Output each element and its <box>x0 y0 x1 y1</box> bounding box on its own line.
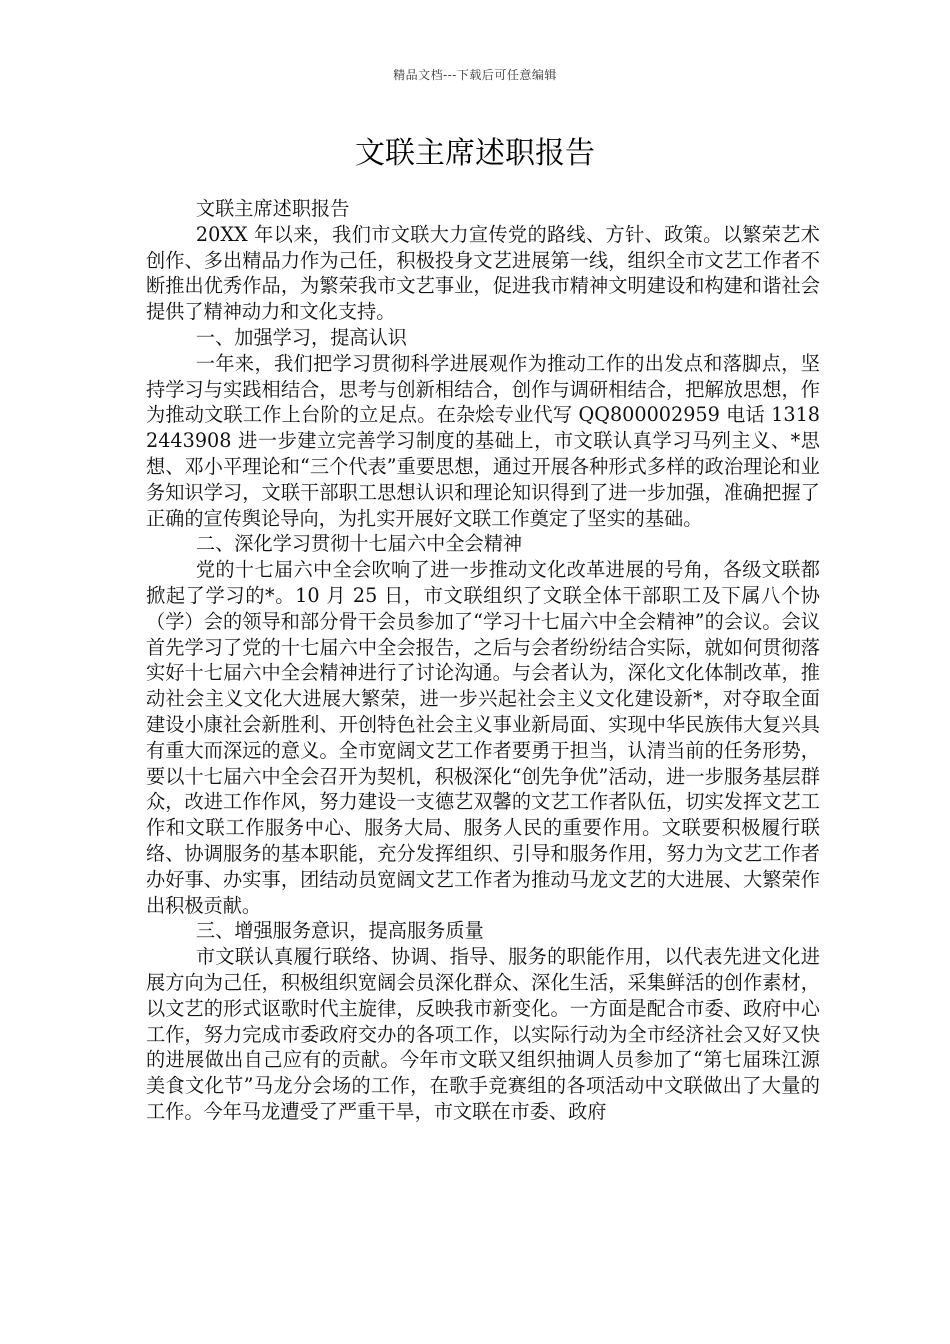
section-heading-1: 一、加强学习，提高认识 <box>195 325 407 349</box>
section-heading-3: 三、增强服务意识，提高服务质量 <box>195 919 484 943</box>
document-body <box>146 196 820 1125</box>
section-3-paragraph: 市文联认真履行联络、协调、指导、服务的职能作用，以代表先进文化进展方向为己任，积极组织宽阔会员深化群众、深化生活，采集鲜活的创作素材，以文艺的形式讴歌时代主旋律，反映我市新变化。一方面是配合市委、政府中心工作，努力完成市委政府交办的各项工作，以实际行动为全市经济社会又好又快的进展做出自己应有的贡献。今年市文联又组织抽调人员参加了“第七届珠江源美食文化节”马龙分会场的工作，在歌手竞赛组的各项活动中文联做出了大量的工作。今年马龙遭受了严重干旱，市文联在市委、政府 <box>146 945 820 1123</box>
subtitle-line: 文联主席述职报告 <box>195 197 350 220</box>
section-1-paragraph: 一年来，我们把学习贯彻科学进展观作为推动工作的出发点和落脚点，坚持学习与实践相结合，思考与创新相结合，创作与调研相结合，把解放思想，作为推动文联工作上台阶的立足点。在杂烩专业代写 QQ800002959 电话 13182443908 进一步建立完善学习制度的基础上，市文联认真学习马列主义、*思想、邓小平理论和“三个代表”重要思想，通过开展各种形式多样的政治理论和业务知识学习，文联干部职工思想认识和理论知识得到了进一步加强，准确把握了正确的宣传舆论导向，为扎实开展好文联工作奠定了坚实的基础。 <box>146 351 820 530</box>
section-heading-2: 二、深化学习贯彻十七届六中全会精神 <box>195 532 523 556</box>
section-2-paragraph: 党的十七届六中全会吹响了进一步推动文化改革进展的号角，各级文联都掀起了学习的*。10 月 25 日，市文联组织了文联全体干部职工及下属八个协（学）会的领导和部分骨干会员参加了“学习十七届六中全会精神”的会议。会议首先学习了党的十七届六中全会报告，之后与会者纷纷结合实际，就如何贯彻落实好十七届六中全会精神进行了讨论沟通。与会者认为，深化文化体制改革，推动社会主义文化大进展大繁荣，进一步兴起社会主义文化建设新*，对夺取全面建设小康社会新胜利、开创特色社会主义事业新局面、实现中华民族伟大复兴具有重大而深远的意义。全市宽阔文艺工作者要勇于担当，认清当前的任务形势，要以十七届六中全会召开为契机，积极深化“创先争优”活动，进一步服务基层群众，改进工作作风，努力建设一支德艺双馨的文艺工作者队伍，切实发挥文艺工作和文联工作服务中心、服务大局、服务人民的重要作用。文联要积极履行联络、协调服务的基本职能，充分发挥组织、引导和服务作用，努力为文艺工作者办好事、办实事，团结动员宽阔文艺工作者为推动马龙文艺的大进展、大繁荣作出积极贡献。 <box>146 558 820 917</box>
intro-paragraph: 20XX 年以来，我们市文联大力宣传党的路线、方针、政策。以繁荣艺术创作、多出精品力作为己任，积极投身文艺进展第一线，组织全市文艺工作者不断推出优秀作品，为繁荣我市文艺事业，促进我市精神文明建设和构建和谐社会提供了精神动力和文化支持。 <box>146 222 820 324</box>
header-note: 精品文档---下载后可任意编辑 <box>393 68 557 82</box>
document-title: 文联主席述职报告 <box>355 136 595 171</box>
